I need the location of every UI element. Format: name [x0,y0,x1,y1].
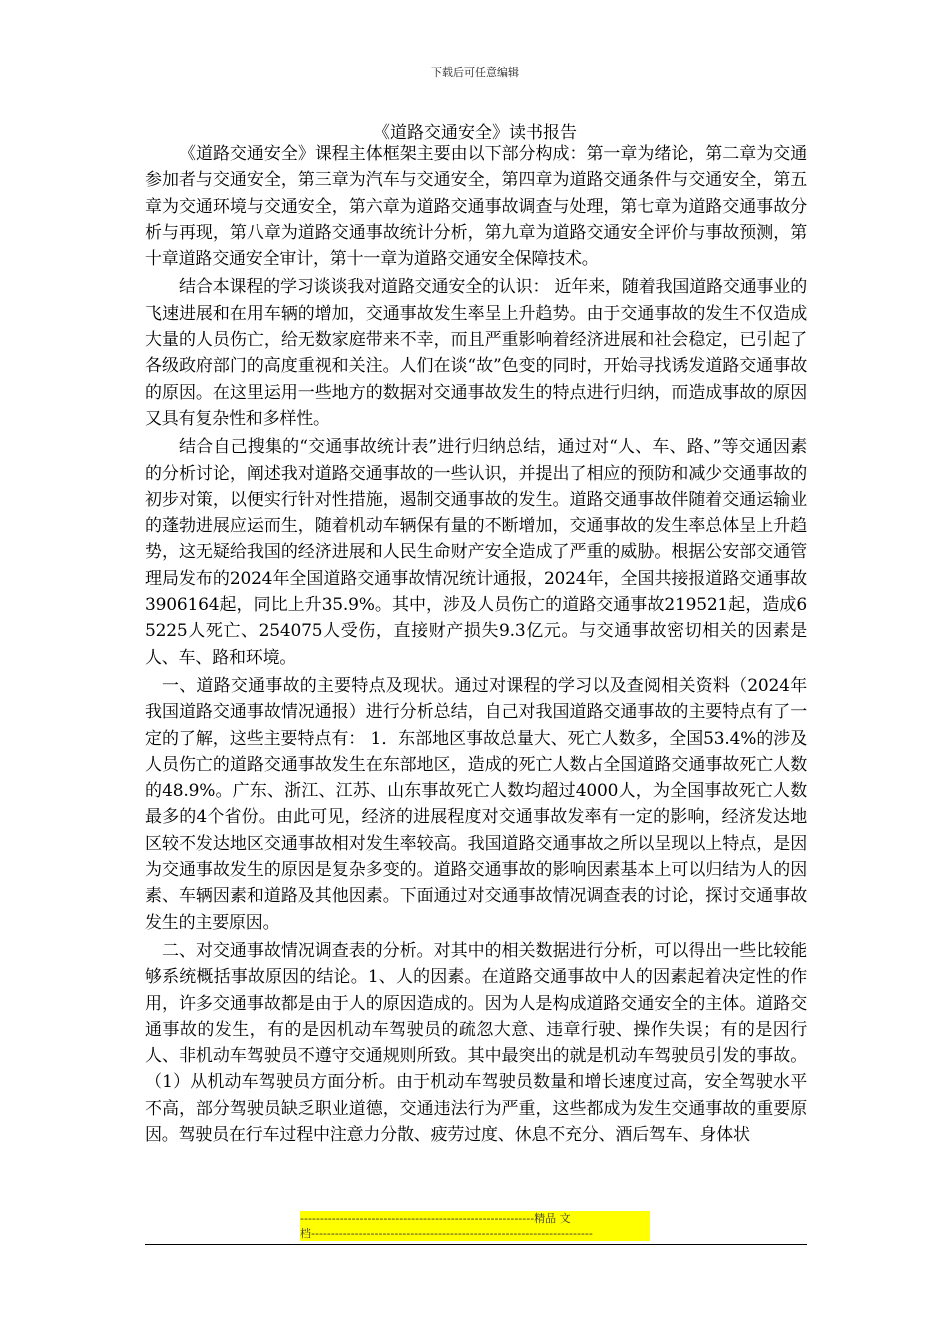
footer-band-line-2: 档----------------------------------------------------------------------- [300,1227,593,1240]
footer-divider [145,1244,807,1245]
paragraph-statistics: 结合自己搜集的“交通事故统计表”进行归纳总结，通过对“人、车、路、”等交通因素的分析讨论，阐述我对道路交通事故的一些认识，并提出了相应的预防和减少交通事故的初步对策，以便实行针对性措施，遏制交通事故的发生。道路交通事故伴随着交通运输业的蓬勃进展应运而生，随着机动车辆保有量的不断增加，交通事故的发生率总体呈上升趋势，这无疑给我国的经济进展和人民生命财产安全造成了严重的威胁。根据公安部交通管理局发布的2024年全国道路交通事故情况统计通报，2024年，全国共接报道路交通事故3906164起，同比上升35.9%。其中，涉及人员伤亡的道路交通事故219521起，造成65225人死亡、254075人受伤，直接财产损失9.3亿元。与交通事故密切相关的因素是人、车、路和环境。 [145,437,807,668]
paragraph-section-two: 二、对交通事故情况调查表的分析。对其中的相关数据进行分析，可以得出一些比较能够系统概括事故原因的结论。1、人的因素。在道路交通事故中人的因素起着决定性的作用，许多交通事故都是由于人的原因造成的。因为人是构成道路交通安全的主体。道路交通事故的发生，有的是因机动车驾驶员的疏忽大意、违章行驶、操作失误；有的是因行人、非机动车驾驶员不遵守交通规则所致。其中最突出的就是机动车驾驶员引发的事故。（1）从机动车驾驶员方面分析。由于机动车驾驶员数量和增长速度过高，安全驾驶水平不高，部分驾驶员缺乏职业道德，交通违法行为严重，这些都成为发生交通事故的重要原因。驾驶员在行车过程中注意力分散、疲劳过度、休息不充分、酒后驾车、身体状 [145,940,807,1145]
footer-band-line-1: -----------------------------------------------------------精品 文 [300,1212,571,1225]
paragraph-understanding: 结合本课程的学习谈谈我对道路交通安全的认识： 近年来，随着我国道路交通事业的飞速进展和在用车辆的增加，交通事故发生率呈上升趋势。由于交通事故的发生不仅造成大量的人员伤亡，给无数家庭带来不幸，而且严重影响着经济进展和社会稳定，已引起了各级政府部门的高度重视和关注。人们在谈“故”色变的同时，开始寻找诱发道路交通事故的原因。在这里运用一些地方的数据对交通事故发生的特点进行归纳，而造成事故的原因又具有复杂性和多样性。 [145,277,807,429]
paragraph-course-framework: 《道路交通安全》课程主体框架主要由以下部分构成：第一章为绪论，第二章为交通参加者与交通安全，第三章为汽车与交通安全，第四章为道路交通条件与交通安全，第五章为交通环境与交通安全，第六章为道路交通事故调查与处理，第七章为道路交通事故分析与再现，第八章为道路交通事故统计分析，第九章为道路交通安全评价与事故预测，第十章道路交通安全审计，第十一章为道路交通安全保障技术。 [145,144,807,270]
header-note: 下载后可任意编辑 [431,66,519,79]
document-body [145,141,807,1148]
paragraph-section-one: 一、道路交通事故的主要特点及现状。通过对课程的学习以及查阅相关资料（2024年我国道路交通事故情况通报）进行分析总结，自己对我国道路交通事故的主要特点有了一定的了解，这些主要特点有： 1．东部地区事故总量大、死亡人数多，全国53.4%的涉及人员伤亡的道路交通事故发生在东部地区，造成的死亡人数占全国道路交通事故死亡人数的48.9%。广东、浙江、江苏、山东事故死亡人数均超过4000人，为全国事故死亡人数最多的4个省份。由此可见，经济的进展程度对交通事故发率有一定的影响，经济发达地区较不发达地区交通事故相对发生率较高。我国道路交通事故之所以呈现以上特点，是因为交通事故发生的原因是复杂多变的。道路交通事故的影响因素基本上可以归结为人的因素、车辆因素和道路及其他因素。下面通过对交通事故情况调查表的讨论，探讨交通事故发生的主要原因。 [145,675,807,933]
document-title: 《道路交通安全》读书报告 [373,123,577,143]
footer-watermark-band [300,1211,650,1241]
